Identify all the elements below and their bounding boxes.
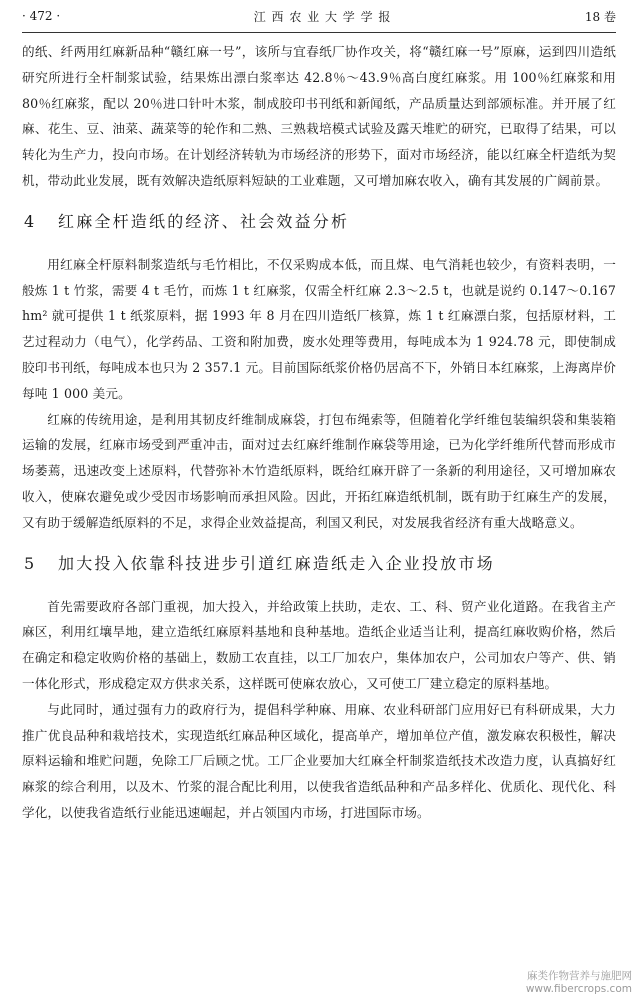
journal-name: 江 西 农 业 大 学 学 报 bbox=[253, 9, 392, 24]
section-5-heading bbox=[22, 552, 616, 576]
section-5-title: 加大投入依靠科技进步引道红麻造纸走入企业投放市场 bbox=[58, 553, 495, 573]
watermark-url: www.fibercrops.com bbox=[525, 983, 632, 995]
section-4-paragraph-2: 红麻的传统用途，是利用其韧皮纤维制成麻袋，打包布绳索等，但随着化学纤维包装编织袋和集装箱运输的发展，红麻市场受到严重冲击，面对过去红麻纤维制作麻袋等用途，已为化学纤维所代替而形成市场萎蔫，迅速改变上述原料，代替弥补木竹造纸原料，既给红麻开辟了一条新的利用途径，又可增加麻农收入，使麻农避免或少受因市场影响而承担风险。因此，开拓红麻造纸机制，既有助于红麻生产的发展，又有助于缓解造纸原料的不足，求得企业效益提高，利国又利民，对发展我省经济有重大战略意义。 bbox=[22, 411, 616, 530]
volume-label: 18 卷 bbox=[584, 9, 616, 24]
site-watermark bbox=[526, 970, 632, 996]
section-4-title: 红麻全杆造纸的经济、社会效益分析 bbox=[58, 211, 350, 231]
section-4-number: 4 bbox=[24, 211, 37, 231]
running-header bbox=[22, 0, 616, 33]
watermark-site-name: 麻类作物营养与施肥网 bbox=[527, 970, 632, 982]
section-5-paragraph-2: 与此同时，通过强有力的政府行为，提倡科学种麻、用麻、农业科研部门应用好已有科研成果，大力推广优良品种和栽培技术，实现造纸红麻品种区域化，提高单产，增加单位产值，激发麻农积极性，解决原料运输和堆贮问题，免除工厂后顾之忧。工厂企业要加大红麻全杆制浆造纸技术改造力度，认真搞好红麻浆的综合利用，以及木、竹浆的混合配比利用，以使我省造纸品种和产品多样化、优质化、现代化、科学化，以使我省造纸行业能迅速崛起，并占领国内市场，打进国际市场。 bbox=[22, 701, 616, 820]
section-5-number: 5 bbox=[24, 553, 37, 573]
page-number: · 472 · bbox=[22, 9, 61, 23]
continued-paragraph: 的纸、纤两用红麻新品种“赣红麻一号”，该所与宜春纸厂协作攻关，将“赣红麻一号”原麻，运到四川造纸研究所进行全杆制浆试验，结果炼出漂白浆率达 42.8％～43.9％高白度红麻浆。用 100％红麻浆和用 80％红麻浆，配以 20％进口针叶木浆，制成胶印书刊纸和新闻纸，产品质量达到部颁标准。并开展了红麻、花生、豆、油菜、蔬菜等的轮作和二熟、三熟栽培模式试验及露天堆贮的研究，已取得了结果，可以转化为生产力，投向市场。在计划经济转轨为市场经济的形势下，面对市场经济，能以红麻全杆造纸为契机，带动此业发展，既有效解决造纸原料短缺的工业难题，又可增加麻农收入，确有其发展的广阔前景。 bbox=[22, 44, 616, 188]
section-5-paragraph-1: 首先需要政府各部门重视，加大投入，并给政策上扶助，走农、工、科、贸产业化道路。在我省主产麻区，利用红壤旱地，建立造纸红麻原料基地和良种基地。造纸企业适当让利，提高红麻收购价格，然后在确定和稳定收购价格的基础上，数励工农直挂，以工厂加农户，集体加农户，公司加农户等产、供、销一体化形式，形成稳定双方供求关系，这样既可使麻农放心，又可使工厂建立稳定的原料基地。 bbox=[22, 598, 616, 691]
section-4-paragraph-1: 用红麻全杆原料制浆造纸与毛竹相比，不仅采购成本低，而且煤、电气消耗也较少，有资料表明，一般炼 1 t 竹浆，需要 4 t 毛竹，而炼 1 t 红麻浆，仅需全杆红麻 2.3～2.5 t，也就是说约 0.147～0.167 hm² 就可提供 1 t 纸浆原料，据 1993 年 8 月在四川造纸厂核算，炼 1 t 红麻漂白浆，包括原材料，工艺过程动力（电气），化学药品、工资和附加费，废水处理等费用，每吨成本为 1 924.78 元，即使制成胶印书刊纸，每吨成本也只为 2 357.1 元。目前国际纸浆价格仍居高不下，外销日本红麻浆，上海离岸价每吨 1 000 美元。 bbox=[22, 256, 616, 401]
section-4-heading bbox=[22, 210, 616, 234]
